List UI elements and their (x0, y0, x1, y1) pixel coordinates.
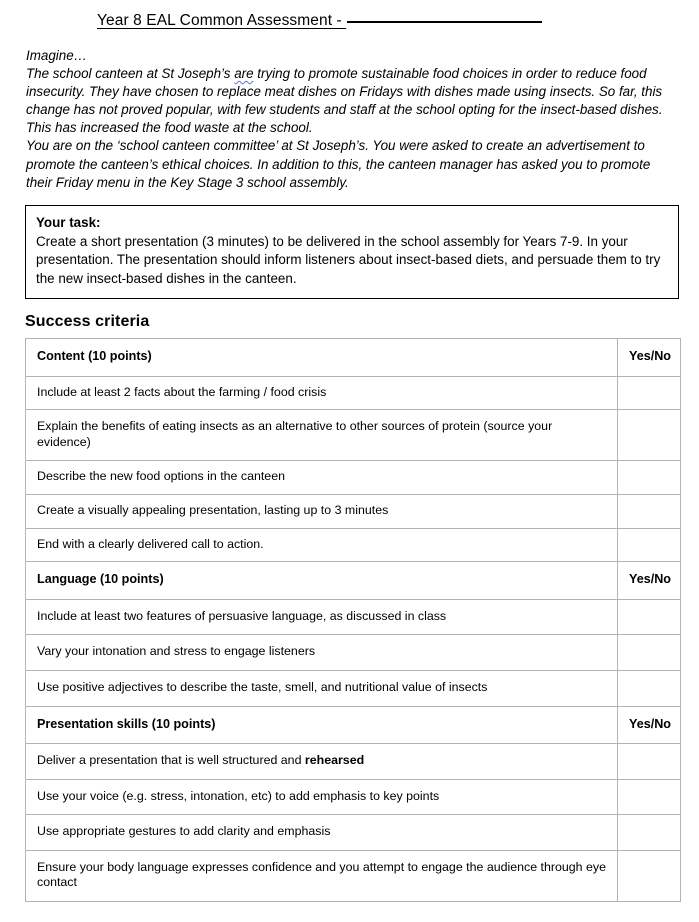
criterion-text: Use positive adjectives to describe the taste, smell, and nutritional value of insects (26, 670, 618, 706)
criterion-text: Use your voice (e.g. stress, intonation, etc) to add emphasis to key points (26, 779, 618, 815)
intro-p1-before: The school canteen at St Joseph’s (26, 66, 235, 82)
page-title-blank-line (347, 21, 542, 23)
table-row (26, 494, 681, 528)
section-title-presentation-skills: Presentation skills (10 points) (26, 706, 618, 744)
table-row (26, 410, 681, 461)
table-row (26, 635, 681, 671)
your-task-body: Create a short presentation (3 minutes) to be delivered in the school assembly for Years 7-9. In your presentation. The presentation should inform listeners about insect-based diets, and persuade them to try the new insect-based dishes in the canteen. (36, 233, 661, 286)
your-task-heading: Your task: (36, 214, 101, 230)
criterion-text: Explain the benefits of eating insects as an alternative to other sources of protein (source your evidence) (26, 410, 618, 461)
table-row (26, 461, 681, 495)
yes-no-answer-cell[interactable] (618, 599, 681, 635)
yes-no-answer-cell[interactable] (618, 670, 681, 706)
table-row (26, 599, 681, 635)
criterion-text: Describe the new food options in the canteen (26, 461, 618, 495)
table-row (26, 850, 681, 901)
success-criteria-heading: Success criteria (25, 312, 150, 330)
table-section-header-row (26, 562, 681, 600)
yes-no-answer-cell[interactable] (618, 376, 681, 410)
table-section-header-row (26, 706, 681, 744)
criterion-text-bold: rehearsed (304, 753, 365, 768)
yes-no-answer-cell[interactable] (618, 410, 681, 461)
yes-no-answer-cell[interactable] (618, 494, 681, 528)
criterion-text (26, 744, 618, 780)
yes-no-header-content: Yes/No (618, 338, 681, 376)
yes-no-answer-cell[interactable] (618, 779, 681, 815)
intro-paragraph-2: You are on the ‘school canteen committee’ at St Joseph’s. You were asked to create an advertisement to promote the canteen’s ethical choices. In addition to this, the canteen manager has asked you to promote their Friday menu in the Key Stage 3 school assembly. (26, 138, 651, 190)
yes-no-answer-cell[interactable] (618, 461, 681, 495)
criterion-text: Include at least two features of persuasive language, as discussed in class (26, 599, 618, 635)
yes-no-answer-cell[interactable] (618, 744, 681, 780)
table-row (26, 815, 681, 851)
yes-no-header-language: Yes/No (618, 562, 681, 600)
your-task-box (25, 205, 679, 299)
criterion-text: Use appropriate gestures to add clarity and emphasis (26, 815, 618, 851)
title-row (0, 0, 699, 38)
table-section-header-row (26, 338, 681, 376)
criterion-text: Vary your intonation and stress to engage listeners (26, 635, 618, 671)
criterion-text: Include at least 2 facts about the farming / food crisis (26, 376, 618, 410)
table-row (26, 779, 681, 815)
intro-paragraph-1 (26, 65, 677, 137)
criterion-text: End with a clearly delivered call to action. (26, 528, 618, 562)
criterion-text: Ensure your body language expresses confidence and you attempt to engage the audience through eye contact (26, 850, 618, 901)
table-row (26, 376, 681, 410)
criterion-text: Create a visually appealing presentation, lasting up to 3 minutes (26, 494, 618, 528)
yes-no-answer-cell[interactable] (618, 815, 681, 851)
table-row (26, 670, 681, 706)
criterion-text-plain: Deliver a presentation that is well structured and (37, 753, 305, 768)
page-title-text: Year 8 EAL Common Assessment - (97, 12, 347, 29)
section-title-language: Language (10 points) (26, 562, 618, 600)
yes-no-answer-cell[interactable] (618, 850, 681, 901)
intro-p1-after: trying to promote sustainable food choices in order to reduce food insecurity. They have chosen to replace meat dishes on Fridays with dishes made using insects. So far, this change has not proved popular, with few students and staff at the school opting for the insect-based dishes. This has increased the food waste at the school. (26, 66, 663, 136)
yes-no-answer-cell[interactable] (618, 528, 681, 562)
table-row (26, 744, 681, 780)
yes-no-header-presentation-skills: Yes/No (618, 706, 681, 744)
success-criteria-table-body (26, 338, 681, 901)
page-title (97, 12, 542, 30)
intro-section (0, 47, 699, 192)
spellcheck-error-word: are (234, 66, 254, 82)
success-criteria-table (25, 338, 681, 902)
table-row (26, 528, 681, 562)
yes-no-answer-cell[interactable] (618, 635, 681, 671)
section-title-content: Content (10 points) (26, 338, 618, 376)
intro-line-imagine: Imagine… (26, 48, 88, 63)
